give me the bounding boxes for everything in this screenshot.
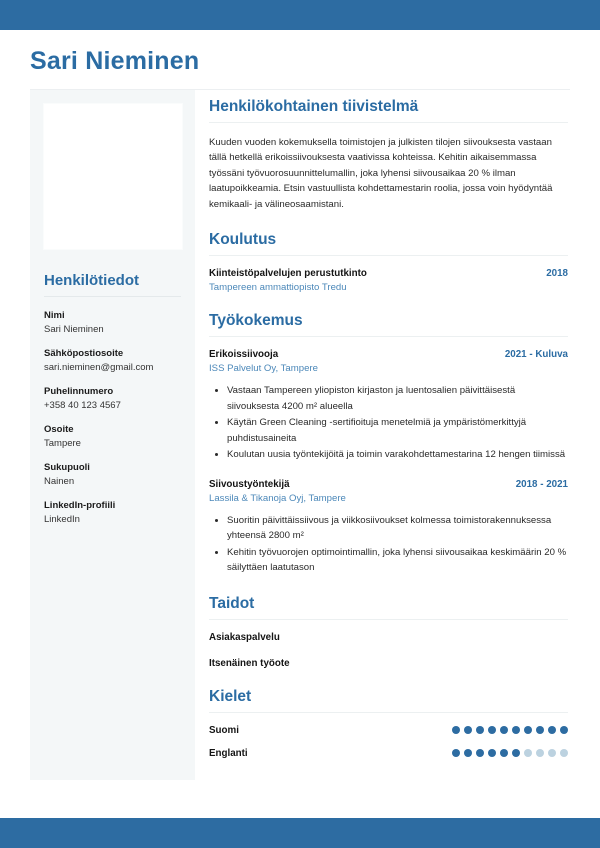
level-dot-filled xyxy=(512,749,520,757)
personal-detail-label: Puhelinnumero xyxy=(44,385,114,397)
personal-detail-value: sari.nieminen@gmail.com xyxy=(44,361,154,373)
level-dot-filled xyxy=(560,726,568,734)
personal-detail-item xyxy=(44,386,183,411)
level-dot-filled xyxy=(488,726,496,734)
level-dot-filled xyxy=(524,726,532,734)
level-dot-filled xyxy=(488,749,496,757)
language-level-dots xyxy=(452,749,568,757)
section-education xyxy=(209,231,568,293)
entry-bullet: • Koulutan uusia työntekijöitä ja toimin varakohdettamestarina 12 hengen tiimissä xyxy=(227,447,568,463)
skill-item: Itsenäinen työote xyxy=(209,657,290,669)
section-languages xyxy=(209,688,568,759)
section-heading-summary: Henkilökohtainen tiivistelmä xyxy=(209,97,419,115)
language-name: Suomi xyxy=(209,724,239,736)
entry-date: 2021 - Kuluva xyxy=(504,349,568,361)
languages-list xyxy=(209,725,568,759)
level-dot-filled xyxy=(476,749,484,757)
education-entries xyxy=(209,268,568,293)
personal-detail-value: Nainen xyxy=(44,475,75,487)
sidebar-heading-personal-details: Henkilötiedot xyxy=(44,271,140,289)
name-block xyxy=(0,30,600,90)
personal-detail-value: Tampere xyxy=(44,437,81,449)
two-column-layout xyxy=(0,90,600,780)
personal-detail-item xyxy=(44,500,183,525)
level-dot-empty xyxy=(548,749,556,757)
entry-bullet: • Suoritin päivittäissiivous ja viikkosiivoukset kolmessa toimistorakennuksessa yhteensä 2800 m² xyxy=(227,513,568,544)
section-divider xyxy=(209,712,568,713)
section-divider xyxy=(209,619,568,620)
personal-detail-label: Sukupuoli xyxy=(44,461,90,473)
personal-detail-value: Sari Nieminen xyxy=(44,323,104,335)
entry-title: Erikoissiivooja xyxy=(209,349,279,361)
entry-title: Siivoustyöntekijä xyxy=(209,478,290,490)
language-row xyxy=(209,725,568,736)
section-summary xyxy=(209,98,568,213)
section-experience xyxy=(209,312,568,576)
section-skills xyxy=(209,595,568,669)
entry-date: 2018 xyxy=(546,268,568,280)
experience-entries xyxy=(209,349,568,576)
personal-detail-item xyxy=(44,424,183,449)
entry-bullet: • Vastaan Tampereen yliopiston kirjaston ja luentosalien päivittäisestä siivouksesta 4200 m² alueella xyxy=(227,383,568,414)
entry-header xyxy=(209,268,568,279)
level-dot-empty xyxy=(560,749,568,757)
entry-date: 2018 - 2021 xyxy=(515,478,568,490)
resume-entry xyxy=(209,268,568,293)
level-dot-filled xyxy=(464,749,472,757)
personal-detail-label: LinkedIn-profiili xyxy=(44,499,116,511)
entry-bullet-list xyxy=(209,383,568,463)
candidate-name: Sari Nieminen xyxy=(30,47,200,75)
photo-placeholder-icon xyxy=(43,103,183,250)
level-dot-filled xyxy=(512,726,520,734)
top-accent-bar xyxy=(0,0,600,30)
level-dot-filled xyxy=(500,749,508,757)
section-heading-education: Koulutus xyxy=(209,231,277,249)
personal-detail-item xyxy=(44,348,183,373)
level-dot-filled xyxy=(536,726,544,734)
language-row xyxy=(209,748,568,759)
sidebar-heading-divider xyxy=(44,296,181,297)
section-heading-experience: Työkokemus xyxy=(209,312,303,330)
bottom-accent-bar xyxy=(0,818,600,848)
skills-list xyxy=(209,632,568,669)
entry-title: Kiinteistöpalvelujen perustutkinto xyxy=(209,268,367,280)
level-dot-filled xyxy=(452,726,460,734)
entry-header xyxy=(209,479,568,490)
skill-item: Asiakaspalvelu xyxy=(209,631,280,643)
resume-content xyxy=(0,30,600,818)
level-dot-filled xyxy=(464,726,472,734)
summary-text: Kuuden vuoden kokemuksella toimistojen ja julkisten tilojen siivouksesta vastaan tällä hetkellä erikoissiivouksesta vaativissa kohteissa. Kehitin aikaisemmassa työssäni työvuorosuunnittelumallin, joka lyhensi siivousaikaa 20 % ilman laatupoikkeamia. Etsin vastuullista kohdettamestarin roolia, jossa voin hyödyntää kemikaali- ja välineosaamistani. xyxy=(209,136,553,210)
section-heading-languages: Kielet xyxy=(209,687,252,705)
level-dot-filled xyxy=(548,726,556,734)
level-dot-filled xyxy=(500,726,508,734)
sidebar xyxy=(30,90,195,780)
entry-header xyxy=(209,349,568,360)
personal-detail-label: Osoite xyxy=(44,423,74,435)
level-dot-empty xyxy=(536,749,544,757)
level-dot-filled xyxy=(452,749,460,757)
level-dot-filled xyxy=(476,726,484,734)
entry-bullet-list xyxy=(209,513,568,576)
language-level-dots xyxy=(452,726,568,734)
personal-detail-value: +358 40 123 4567 xyxy=(44,399,121,411)
language-name: Englanti xyxy=(209,747,248,759)
section-divider xyxy=(209,336,568,337)
resume-entry xyxy=(209,479,568,576)
personal-detail-item xyxy=(44,310,183,335)
personal-detail-value: LinkedIn xyxy=(44,513,80,525)
section-divider xyxy=(209,122,568,123)
level-dot-empty xyxy=(524,749,532,757)
entry-organization: Lassila & Tikanoja Oyj, Tampere xyxy=(209,492,346,504)
personal-detail-item xyxy=(44,462,183,487)
resume-entry xyxy=(209,349,568,463)
entry-bullet: • Käytän Green Cleaning -sertifioituja menetelmiä ja ympäristömerkittyjä puhdistusaineita xyxy=(227,415,568,446)
entry-organization: ISS Palvelut Oy, Tampere xyxy=(209,363,318,375)
main-column xyxy=(195,90,600,778)
section-divider xyxy=(209,255,568,256)
entry-organization: Tampereen ammattiopisto Tredu xyxy=(209,282,347,294)
personal-detail-label: Sähköpostiosoite xyxy=(44,347,124,359)
personal-detail-label: Nimi xyxy=(44,309,65,321)
entry-bullet: • Kehitin työvuorojen optimointimallin, joka lyhensi siivousaikaa keskimäärin 20 % säilyttäen laatutason xyxy=(227,545,568,576)
personal-details-list xyxy=(42,310,183,525)
section-heading-skills: Taidot xyxy=(209,594,255,612)
